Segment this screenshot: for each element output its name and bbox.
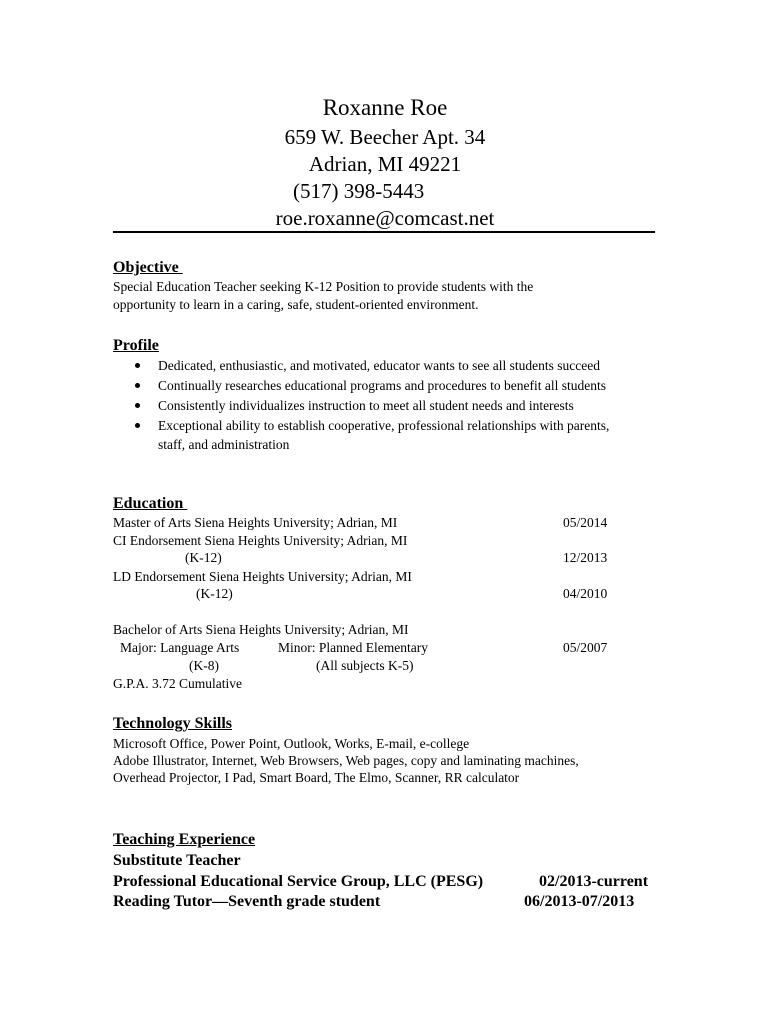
experience-employer-date: 02/2013-current bbox=[539, 873, 649, 890]
experience-heading: Teaching Experience bbox=[113, 831, 256, 848]
profile-item-text: Dedicated, enthusiastic, and motivated, educator wants to see all students succeed bbox=[158, 358, 600, 373]
education-date-4: 05/2007 bbox=[563, 640, 608, 655]
profile-item-text: Continually researches educational programs and procedures to benefit all students bbox=[158, 378, 606, 393]
education-entry-2-grades: (K-12) bbox=[185, 550, 222, 565]
technology-line-1: Microsoft Office, Power Point, Outlook, Works, E-mail, e-college bbox=[113, 736, 470, 751]
address-line-1: 659 W. Beecher Apt. 34 bbox=[284, 125, 486, 149]
experience-tutor-date: 06/2013-07/2013 bbox=[524, 893, 635, 910]
profile-list bbox=[130, 356, 670, 455]
experience-employer: Professional Educational Service Group, LLC (PESG) bbox=[113, 873, 484, 890]
bullet-icon bbox=[135, 363, 140, 368]
education-major: Major: Language Arts bbox=[120, 640, 240, 655]
education-entry-3-grades: (K-12) bbox=[196, 586, 233, 601]
phone-number: (517) 398-5443 bbox=[293, 179, 425, 203]
education-gpa: G.P.A. 3.72 Cumulative bbox=[113, 676, 243, 691]
address-line-2: Adrian, MI 49221 bbox=[308, 152, 462, 176]
education-entry-3: LD Endorsement Siena Heights University; Adrian, MI bbox=[113, 569, 412, 584]
education-minor-grades: (All subjects K-5) bbox=[316, 658, 414, 673]
email-address: roe.roxanne@comcast.net bbox=[275, 206, 495, 230]
list-item bbox=[130, 396, 670, 415]
education-date-3: 04/2010 bbox=[563, 586, 608, 601]
education-major-grades: (K-8) bbox=[189, 658, 219, 673]
education-entry-1: Master of Arts Siena Heights University; Adrian, MI bbox=[113, 515, 398, 530]
education-date-2: 12/2013 bbox=[563, 550, 608, 565]
list-item bbox=[130, 376, 628, 395]
profile-item-text: Consistently individualizes instruction to meet all student needs and interests bbox=[158, 398, 574, 413]
technology-heading: Technology Skills bbox=[113, 715, 233, 732]
objective-line-1: Special Education Teacher seeking K-12 Position to provide students with the bbox=[113, 279, 534, 294]
bullet-icon bbox=[135, 403, 140, 408]
technology-line-3: Overhead Projector, I Pad, Smart Board, The Elmo, Scanner, RR calculator bbox=[113, 770, 520, 785]
experience-tutor: Reading Tutor—Seventh grade student bbox=[113, 893, 381, 910]
bullet-icon bbox=[135, 423, 140, 428]
education-date-1: 05/2014 bbox=[563, 515, 608, 530]
list-item bbox=[130, 416, 628, 454]
education-heading: Education bbox=[113, 495, 188, 512]
list-item bbox=[130, 356, 670, 375]
profile-item-text: Exceptional ability to establish cooperative, professional relationships with parents, staff, and administration bbox=[158, 418, 610, 452]
bullet-icon bbox=[135, 383, 140, 388]
objective-line-2: opportunity to learn in a caring, safe, student-oriented environment. bbox=[113, 297, 479, 312]
education-entry-2: CI Endorsement Siena Heights University; Adrian, MI bbox=[113, 533, 408, 548]
header-divider bbox=[113, 231, 655, 233]
objective-heading: Objective bbox=[113, 259, 183, 276]
education-minor: Minor: Planned Elementary bbox=[278, 640, 428, 655]
technology-line-2: Adobe Illustrator, Internet, Web Browsers, Web pages, copy and laminating machines, bbox=[113, 753, 579, 768]
education-entry-4: Bachelor of Arts Siena Heights University; Adrian, MI bbox=[113, 622, 409, 637]
experience-role: Substitute Teacher bbox=[113, 852, 241, 869]
candidate-name: Roxanne Roe bbox=[322, 95, 448, 120]
profile-heading: Profile bbox=[113, 337, 159, 354]
